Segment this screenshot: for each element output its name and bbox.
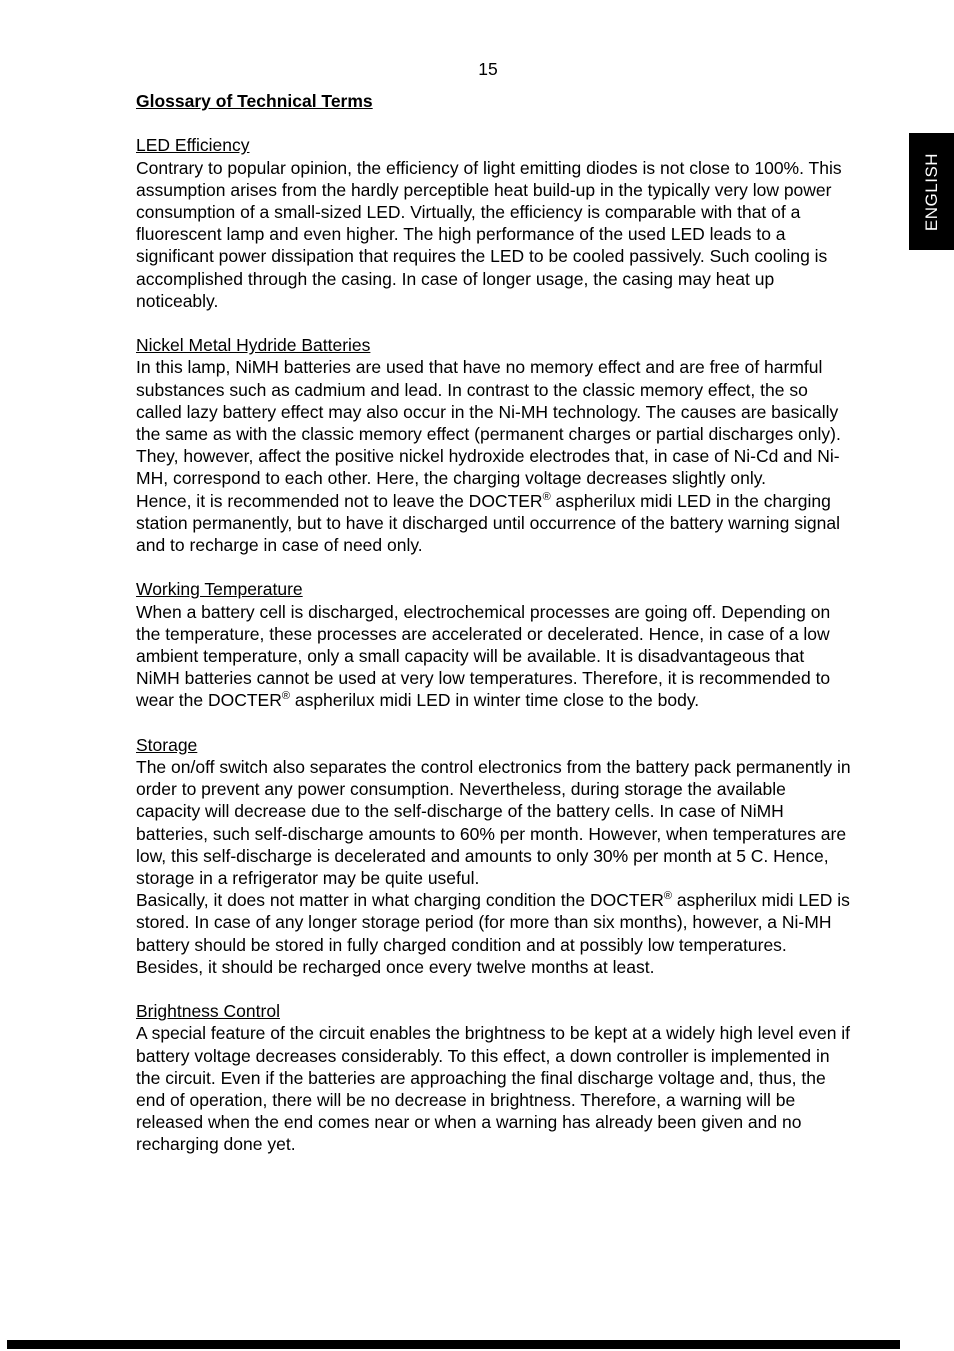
language-tab-label: ENGLISH bbox=[921, 152, 941, 231]
registered-mark: ® bbox=[663, 890, 672, 903]
section-heading: Storage bbox=[136, 734, 198, 755]
section-heading: Nickel Metal Hydride Batteries bbox=[136, 335, 371, 356]
section-heading: Working Temperature bbox=[136, 579, 303, 600]
section-paragraph: The on/off switch also separates the control electronics from the battery pack permanently in order to prevent any power consumption. Nevertheless, during storage the available capacity will decrease due to the self-discharge of the battery cells. In case of NiMH batteries, such self-discharge amounts to 60% per month. However, when temperatures are low, this self-discharge is decelerated and amounts to only 30% per month at 5 C. Hence, storage in a refrigerator may be quite useful. bbox=[136, 757, 851, 889]
section-storage bbox=[136, 734, 852, 978]
section-paragraph bbox=[136, 889, 852, 978]
section-paragraph bbox=[136, 601, 852, 712]
footer-bar bbox=[7, 1340, 900, 1349]
paragraph-text: aspherilux midi LED is stored. In case of any longer storage period (for more than six months), however, a Ni-MH battery should be stored in fully charged condition and at possibly low temperatures. Besides, it should be recharged once every twelve months at least. bbox=[136, 890, 850, 977]
paragraph-text: Hence, it is recommended not to leave the DOCTER bbox=[136, 490, 543, 511]
section-brightness-control bbox=[136, 1000, 852, 1155]
page-title: Glossary of Technical Terms bbox=[136, 91, 373, 111]
page-number: 15 bbox=[478, 59, 498, 79]
section-paragraph bbox=[136, 490, 852, 557]
section-working-temperature bbox=[136, 578, 852, 711]
language-tab bbox=[909, 133, 954, 250]
section-heading: Brightness Control bbox=[136, 1001, 280, 1022]
section-paragraph: In this lamp, NiMH batteries are used that have no memory effect and are free of harmful substances such as cadmium and lead. In contrast to the classic memory effect, the so called lazy battery effect may also occur in the Ni-MH technology. The causes are basically the same as with the classic memory effect (permanent charges or partial discharges only). They, however, affect the positive nickel hydroxide electrodes that, in case of Ni-Cd and Ni-MH, correspond to each other. Here, the charging voltage decreases slightly only. bbox=[136, 357, 841, 489]
registered-mark: ® bbox=[281, 690, 290, 703]
section-heading: LED Efficiency bbox=[136, 135, 250, 156]
paragraph-text: When a battery cell is discharged, electrochemical processes are going off. Depending on the temperature, these processes are accelerated or decelerated. Hence, in case of a low ambient temperature, only a small capacity will be available. It is disadvantageous that NiMH batteries cannot be used at very low temperatures. Therefore, it is recommended to wear the DOCTER bbox=[136, 601, 831, 711]
section-paragraph: Contrary to popular opinion, the efficiency of light emitting diodes is not close to 100%. This assumption arises from the hardly perceptible heat build-up in the typically very low power consumption of a small-sized LED. Virtually, the efficiency is comparable with that of a fluorescent lamp and even higher. The high performance of the used LED leads to a significant power dissipation that requires the LED to be cooled passively. Such cooling is accomplished through the casing. In case of longer usage, the casing may heat up noticeably. bbox=[136, 157, 842, 311]
paragraph-text: aspherilux midi LED in the charging station permanently, but to have it discharged until occurrence of the battery warning signal and to recharge in case of need only. bbox=[136, 490, 840, 556]
registered-mark: ® bbox=[542, 490, 551, 503]
glossary-content bbox=[136, 90, 852, 1156]
paragraph-text: Basically, it does not matter in what charging condition the DOCTER bbox=[136, 890, 664, 911]
section-paragraph: A special feature of the circuit enables the brightness to be kept at a widely high level even if battery voltage decreases considerably. To this effect, a down controller is implemented in the circuit. Even if the batteries are approaching the final discharge voltage and, thus, the end of operation, there will be no decrease in brightness. Therefore, a warning will be released when the end comes near or when a warning has already been given and no recharging done yet. bbox=[136, 1023, 851, 1155]
section-led-efficiency bbox=[136, 134, 852, 312]
paragraph-text: aspherilux midi LED in winter time close to the body. bbox=[289, 690, 700, 711]
section-nimh-batteries bbox=[136, 334, 852, 556]
